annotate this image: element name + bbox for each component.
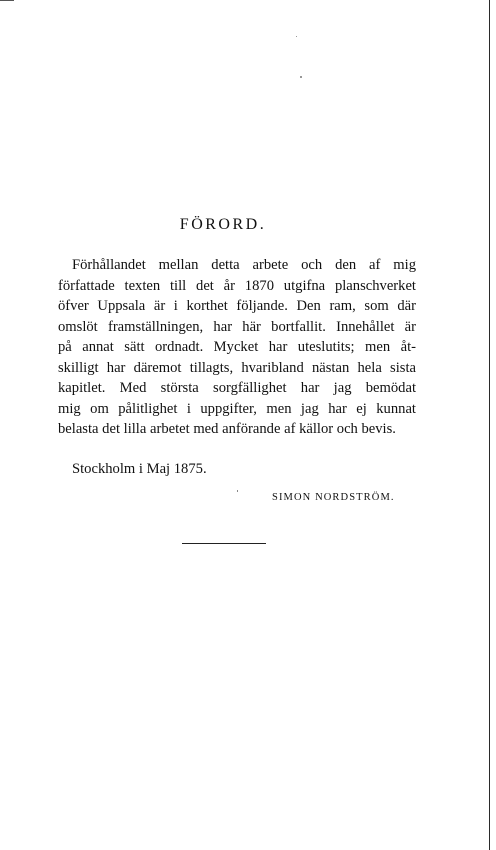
- preface-paragraph: [58, 255, 416, 440]
- paragraph-line: Förhållandet mellan detta arbete och den af mig: [72, 257, 416, 273]
- paragraph-line: på annat sätt ordnadt. Mycket har uteslutits; men åt-: [58, 339, 416, 355]
- paragraph-line: mig om pålitlighet i uppgifter, men jag har ej kunnat: [58, 400, 416, 417]
- paragraph-line: omslöt framställningen, har här bortfallit. Innehållet är: [58, 318, 416, 335]
- paragraph-line: kapitlet. Med största sorgfällighet har jag bemödat: [58, 380, 416, 396]
- page-edge-mark: [0, 0, 14, 1]
- dateline: Stockholm i Maj 1875.: [72, 461, 207, 477]
- author-signature: SIMON NORDSTRÖM.: [272, 492, 395, 503]
- closing-rule: [182, 543, 266, 544]
- paper-speck: [296, 36, 297, 37]
- page-heading: FÖRORD.: [179, 216, 267, 233]
- paragraph-line: öfver Uppsala är i korthet följande. Den ram, som där: [58, 298, 416, 314]
- paragraph-line: belasta det lilla arbetet med anförande af källor och bevis.: [58, 421, 396, 437]
- paper-speck: [237, 490, 238, 492]
- paragraph-line: skilligt har däremot tillagts, hvaribland nästan hela sista: [58, 359, 416, 376]
- paragraph-line: författade texten till det år 1870 utgifna planschverket: [58, 277, 416, 294]
- page-binding-edge: [489, 0, 490, 850]
- paper-speck: [300, 76, 302, 78]
